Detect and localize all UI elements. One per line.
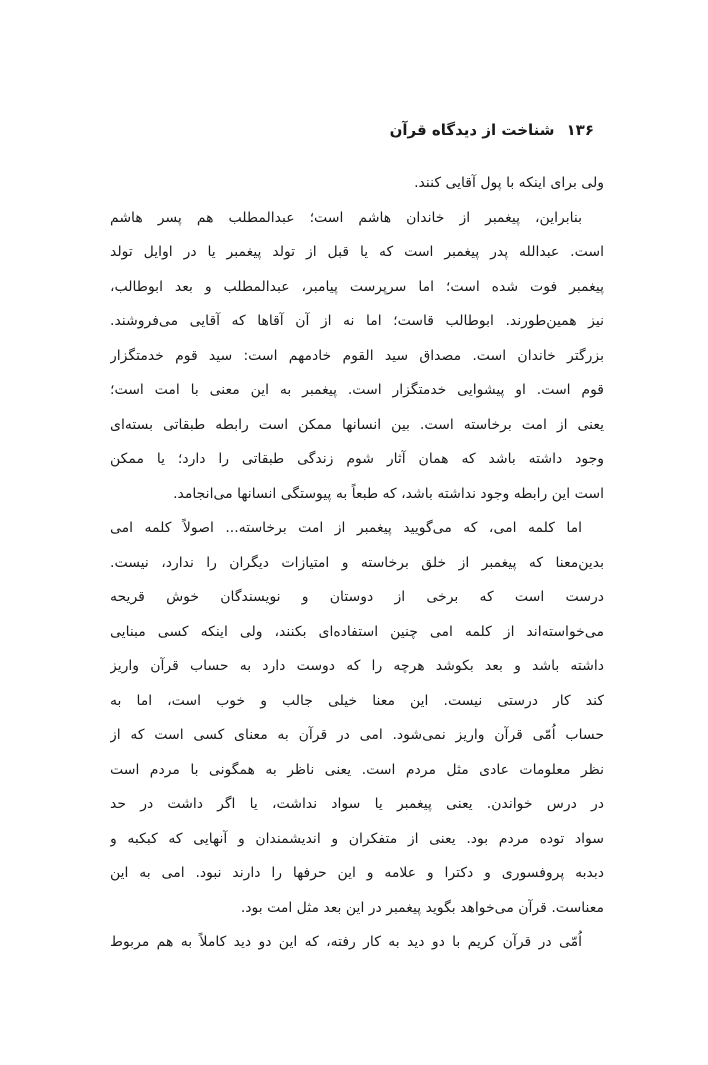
text-line: قوم است. او پیشوایی خدمتگزار است. پیغمبر به این معنی با امت است؛	[110, 382, 604, 398]
text-line: دبدبه پروفسوری و دکترا و علامه و این حرفها را دارند نبود. امی به این	[110, 865, 604, 881]
text-line: حساب اُمّی قرآن واریز نمی‌شود. امی در قرآن به معنای کسی است که از	[110, 727, 604, 743]
text-line: است. عبدالله پدر پیغمبر است که یا قبل از تولد پیغمبر یا در اوایل تولد	[110, 244, 604, 260]
text-line: بنابراین، پیغمبر از خاندان هاشم است؛ عبدالمطلب هم پسر هاشم	[110, 209, 582, 226]
text-line: نظر معلومات عادی مثل مردم است. یعنی ناظر به همگونی با مردم است	[110, 761, 604, 778]
text-line: سواد توده مردم بود. یعنی از متفکران و اندیشمندان و آنهایی که کبکبه و	[110, 830, 604, 847]
text-line: معناست. قرآن می‌خواهد بگوید پیغمبر در این بعد مثل امت بود.	[240, 899, 604, 916]
text-line: درست است که برخی از دوستان و نویسندگان خوش قریحه	[110, 589, 604, 605]
text-line: ولی برای اینکه با پول آقایی کنند.	[414, 175, 604, 191]
running-header	[390, 118, 594, 142]
text-line: کند کار درستی نیست. این معنا خیلی جالب و خوب است، اما به	[110, 692, 604, 709]
text-line: اما کلمه امی، که می‌گویید پیغمبر از امت برخاسته... اصولاً کلمه امی	[110, 520, 582, 536]
text-line: بدین‌معنا که پیغمبر از خلق برخاسته و امتیازات دیگران را ندارد، نیست.	[110, 554, 604, 571]
text-line: پیغمبر فوت شده است؛ اما سرپرست پیامبر، عبدالمطلب و بعد ابوطالب،	[110, 278, 604, 295]
page-number: ۱۳۶	[566, 121, 594, 139]
text-line: می‌خواسته‌اند از کلمه امی چنین استفاده‌ای بکنند، ولی اینکه کسی مبنایی	[110, 623, 604, 640]
text-line: یعنی از امت برخاسته است. بین انسانها ممکن است رابطه طبقاتی بسته‌ای	[110, 416, 604, 433]
text-line: داشته باشد و بعد بکوشد هرچه را که دوست دارد به حساب قرآن واریز	[110, 658, 604, 674]
text-line: است این رابطه وجود نداشته باشد، که طبعاً به پیوستگی انسانها می‌انجامد.	[173, 485, 604, 502]
text-line: در درس خواندن. یعنی پیغمبر یا سواد نداشت، یا اگر داشت در حد	[110, 796, 604, 812]
text-line: وجود داشته باشد که همان آثار شوم زندگی طبقاتی را دارد؛ یا ممکن	[110, 451, 604, 467]
text-line: اُمّی در قرآن کریم با دو دید به کار رفته، که این دو دید کاملاً به هم مربوط	[110, 934, 582, 950]
body-text	[110, 166, 604, 960]
text-line: بزرگتر خاندان است. مصداق سید القوم خادمهم است: سید قوم خدمتگزار	[110, 347, 604, 364]
chapter-title: شناخت از دیدگاه قرآن	[389, 121, 555, 139]
text-line: نیز همین‌طورند. ابوطالب قاست؛ اما نه از آن آقاها که آقایی می‌فروشند.	[110, 313, 604, 329]
